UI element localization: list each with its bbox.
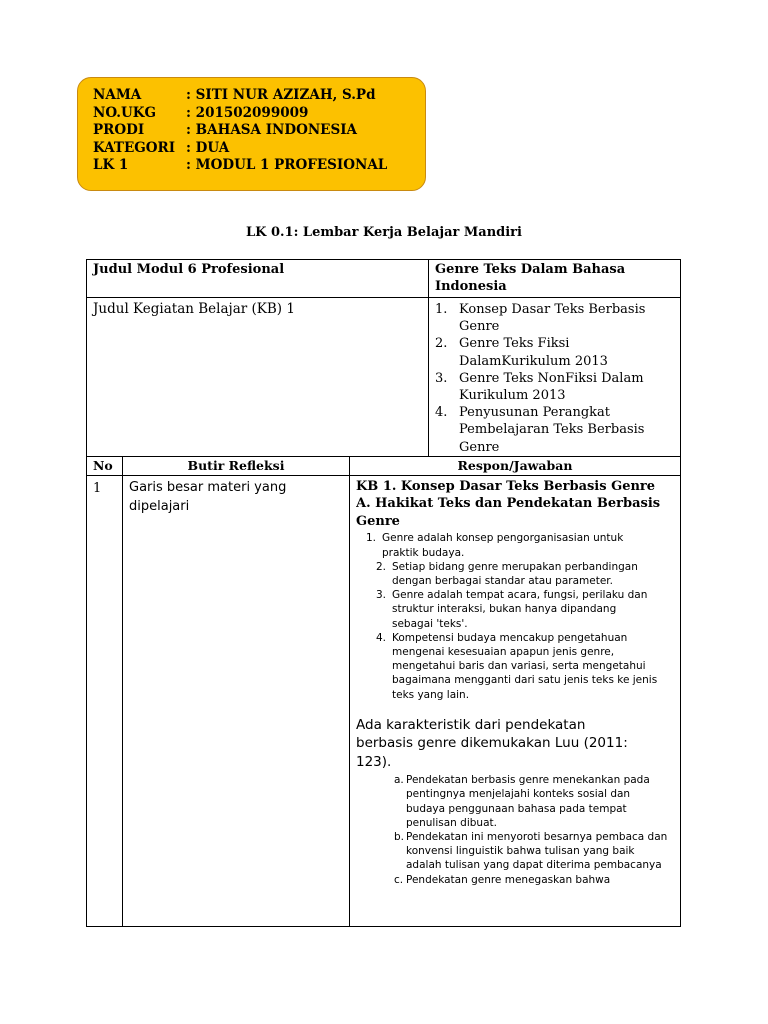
list-item: 4. Kompetensi budaya mencakup pengetahuan mengenai kesesuaian apapun jenis genre, mengetahui baris dan variasi, serta mengetahui bagaimana mengganti dari satu jenis teks ke jenis teks yang lain. [376,631,658,701]
identity-row-kategori [93,140,425,158]
list-item: c. Pendekatan genre menegaskan bahwa [394,873,611,886]
kb-heading: KB 1. Konsep Dasar Teks Berbasis Genre [356,478,656,494]
list-item: 2. Setiap bidang genre merupakan perbandingan dengan berbagai standar atau parameter. [376,560,638,587]
list-item: b. Pendekatan ini menyoroti besarnya pembaca dan konvensi linguistik bahwa tulisan yang baik adalah tulisan yang dapat diterima pembacanya [394,831,668,872]
identity-row-nama [93,87,425,105]
respon-cell [350,475,681,926]
butir-text: Garis besar materi yang dipelajari [123,475,350,926]
identity-key: NO.UKG [93,104,157,121]
header-butir: Butir Refleksi [123,456,350,475]
worksheet-table [86,259,681,927]
section-heading: A. Hakikat Teks dan Pendekatan Berbasis Genre [356,496,661,529]
kb-row [87,298,681,457]
identity-row-no-ukg [93,105,425,123]
worksheet-title: LK 0.1: Lembar Kerja Belajar Mandiri [246,225,522,240]
identity-value: : DUA [186,139,230,156]
identity-value: : MODUL 1 PROFESIONAL [186,157,388,173]
module-label: Judul Modul 6 Profesional [87,260,429,298]
kb-label: Judul Kegiatan Belajar (KB) 1 [87,298,429,457]
list-item: 4. Penyusunan Perangkat Pembelajaran Teks Berbasis Genre [435,405,645,455]
points-list [356,531,676,701]
header-no: No [87,456,123,475]
identity-key: KATEGORI [93,139,176,156]
identity-key: LK 1 [93,157,129,173]
module-row [87,260,681,298]
table-row [87,475,681,926]
list-item: 2. Genre Teks Fiksi DalamKurikulum 2013 [435,336,608,369]
list-item: a. Pendekatan berbasis genre menekankan pada pentingnya menjelajahi konteks sosial dan budaya penggunaan bahasa pada tempat penulisan dibuat. [394,774,650,829]
module-value: Genre Teks Dalam Bahasa Indonesia [429,260,681,298]
karakteristik-text: Ada karakteristik dari pendekatan berbasis genre dikemukakan Luu (2011: 123). [356,716,628,770]
header-respon: Respon/Jawaban [350,456,681,475]
identity-key: PRODI [93,122,145,138]
list-item: 1. Konsep Dasar Teks Berbasis Genre [435,302,646,335]
sub-points-list [356,773,676,887]
identity-box [77,77,426,191]
identity-value: : SITI NUR AZIZAH, S.Pd [186,87,376,103]
identity-key: NAMA [93,87,142,103]
identity-row-prodi [93,122,425,140]
identity-row-lk [93,157,425,175]
list-item: 3. Genre Teks NonFiksi Dalam Kurikulum 2013 [435,370,644,404]
list-item: 3. Genre adalah tempat acara, fungsi, perilaku dan struktur interaksi, bukan hanya dipandang sebagai 'teks'. [376,589,648,630]
identity-value: : 201502099009 [186,104,309,121]
table-header-row [87,456,681,475]
kb-list [429,298,681,457]
row-number: 1 [87,475,123,926]
identity-value: : BAHASA INDONESIA [186,122,358,138]
list-item: 1. Genre adalah konsep pengorganisasian untuk praktik budaya. [366,532,624,559]
